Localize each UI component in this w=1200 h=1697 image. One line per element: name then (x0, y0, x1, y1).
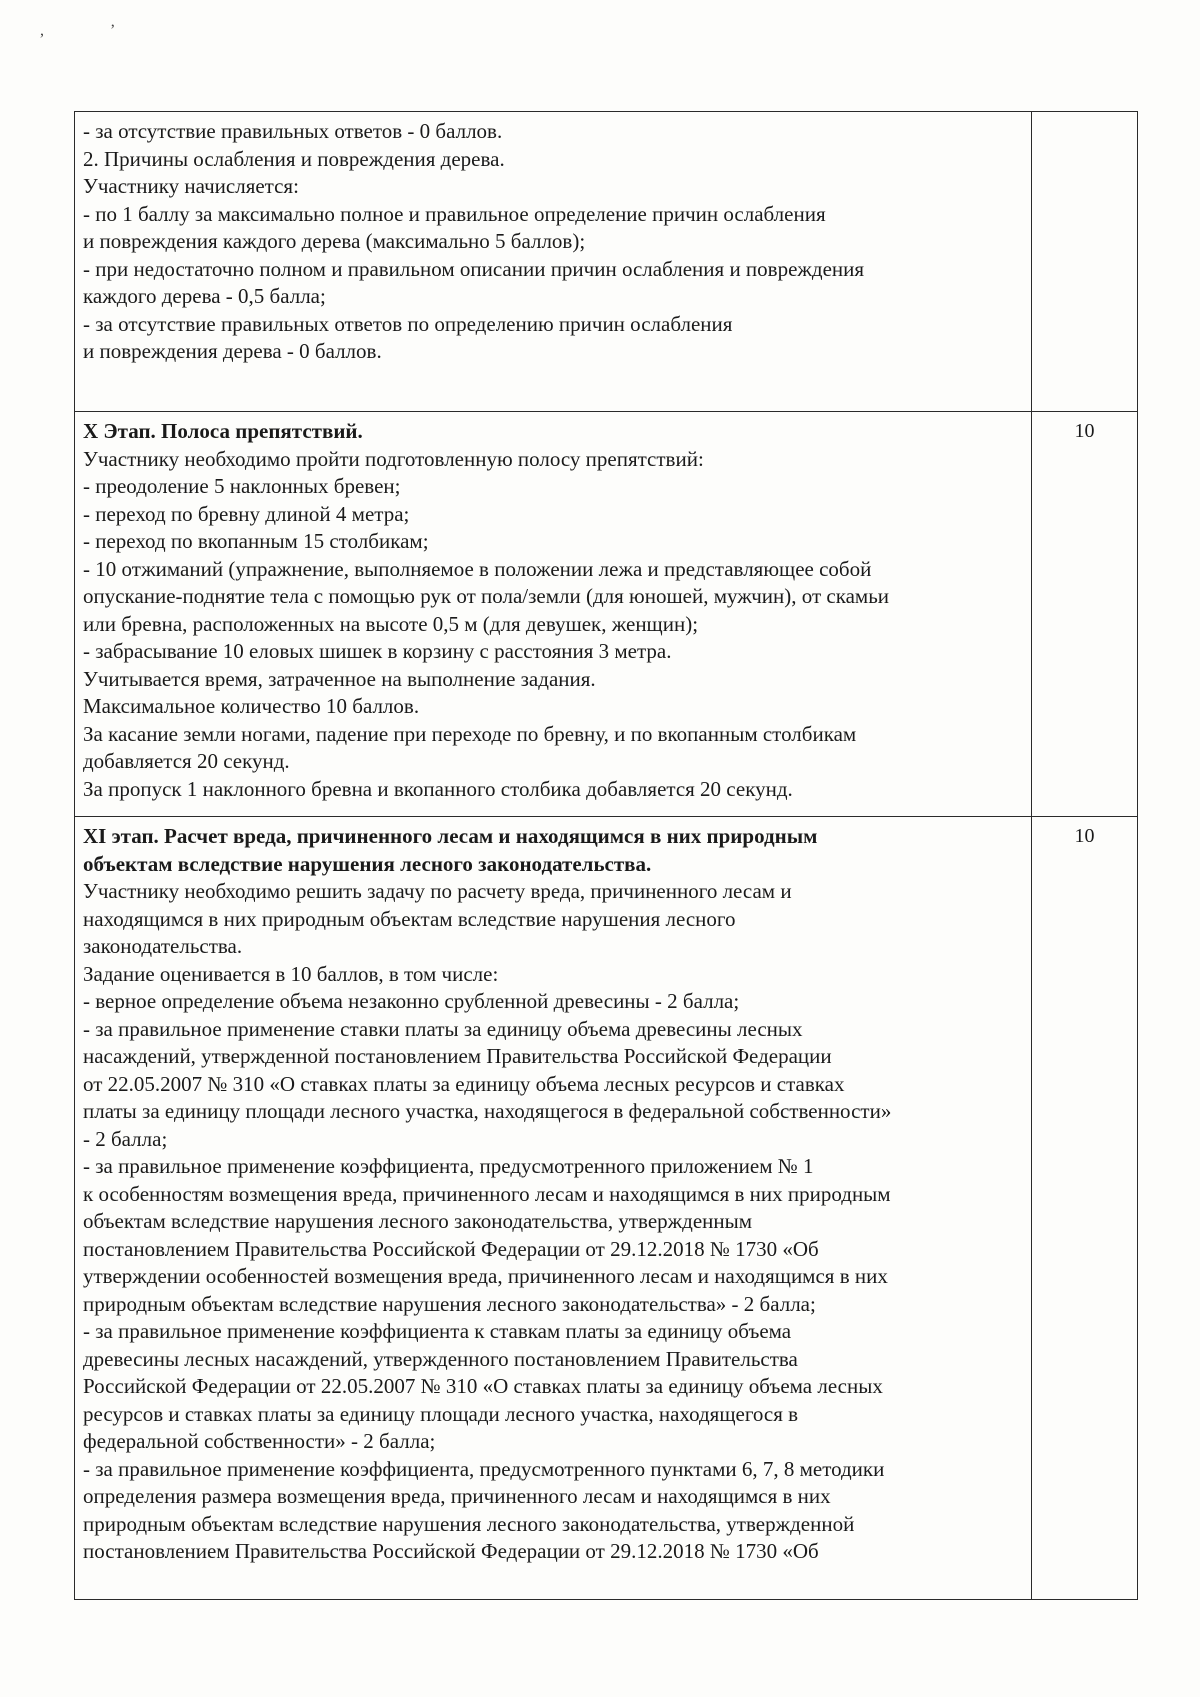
scan-mark: , (40, 22, 44, 39)
criteria-cell (75, 112, 1032, 412)
text-line: Участнику необходимо пройти подготовленную полосу препятствий: (83, 446, 704, 471)
text-line: определения размера возмещения вреда, причиненного лесам и находящимся в них (83, 1484, 831, 1508)
text-line: Учитывается время, затраченное на выполнение задания. (83, 666, 596, 691)
text-line: Максимальное количество 10 баллов. (83, 694, 420, 718)
text-line: Задание оценивается в 10 баллов, в том числе: (83, 961, 499, 986)
criteria-cell (75, 817, 1032, 1600)
text-line: - 10 отжиманий (упражнение, выполняемое в положении лежа и представляющее собой (83, 556, 872, 581)
text-line: - верное определение объема незаконно срубленной древесины - 2 балла; (83, 989, 740, 1013)
text-line: находящимся в них природным объектам вследствие нарушения лесного (83, 906, 736, 931)
text-line: федеральной собственности» - 2 балла; (83, 1429, 436, 1453)
stage-heading: объектам вследствие нарушения лесного законодательства. (83, 851, 652, 876)
text-line: добавляется 20 секунд. (83, 749, 290, 773)
text-line: от 22.05.2007 № 310 «О ставках платы за единицу объема лесных ресурсов и ставках (83, 1071, 845, 1096)
text-line: и повреждения каждого дерева (максимально 5 баллов); (83, 229, 586, 253)
text-line: Участнику необходимо решить задачу по расчету вреда, причиненного лесам и (83, 879, 792, 903)
text-line: - за правильное применение ставки платы за единицу объема древесины лесных (83, 1016, 803, 1041)
score-cell: 10 (1032, 412, 1138, 817)
text-line: древесины лесных насаждений, утвержденного постановлением Правительства (83, 1346, 798, 1371)
text-line: опускание-поднятие тела с помощью рук от пола/земли (для юношей, мужчин), от скамьи (83, 584, 890, 608)
text-line: - переход по вкопанным 15 столбикам; (83, 529, 429, 553)
text-line: каждого дерева - 0,5 балла; (83, 284, 326, 308)
text-line: - за отсутствие правильных ответов по определению причин ослабления (83, 311, 733, 336)
text-line: За пропуск 1 наклонного бревна и вкопанного столбика добавляется 20 секунд. (83, 776, 793, 801)
text-line: постановлением Правительства Российской Федерации от 29.12.2018 № 1730 «Об (83, 1236, 819, 1261)
text-line: - за отсутствие правильных ответов - 0 баллов. (83, 119, 503, 143)
text-line: и повреждения дерева - 0 баллов. (83, 339, 382, 363)
text-line: ресурсов и ставках платы за единицу площади лесного участка, находящегося в (83, 1401, 799, 1426)
text-line: - за правильное применение коэффициента, предусмотренного приложением № 1 (83, 1154, 814, 1178)
text-line: - преодоление 5 наклонных бревен; (83, 474, 401, 498)
text-line: к особенностям возмещения вреда, причиненного лесам и находящимся в них природным (83, 1181, 891, 1206)
text-line: платы за единицу площади лесного участка, находящегося в федеральной собственности» (83, 1099, 892, 1123)
table-row (75, 112, 1138, 412)
text-line: За касание земли ногами, падение при переходе по бревну, и по вкопанным столбикам (83, 721, 857, 746)
stage-heading: X Этап. Полоса препятствий. (83, 419, 363, 443)
table-row (75, 817, 1138, 1600)
text-line: насаждений, утвержденной постановлением Правительства Российской Федерации (83, 1044, 832, 1068)
text-line: объектам вследствие нарушения лесного законодательства, утвержденным (83, 1209, 753, 1233)
text-line: - при недостаточно полном и правильном описании причин ослабления и повреждения (83, 256, 865, 281)
text-line: - 2 балла; (83, 1126, 168, 1151)
score-cell: 10 (1032, 817, 1138, 1600)
text-line: законодательства. (83, 934, 243, 958)
text-line: постановлением Правительства Российской Федерации от 29.12.2018 № 1730 «Об (83, 1539, 819, 1563)
criteria-table (74, 111, 1138, 1600)
text-line: Российской Федерации от 22.05.2007 № 310 «О ставках платы за единицу объема лесных (83, 1374, 883, 1398)
text-line: - по 1 баллу за максимально полное и правильное определение причин ослабления (83, 201, 826, 226)
text-line: - забрасывание 10 еловых шишек в корзину с расстояния 3 метра. (83, 639, 672, 663)
text-line: - за правильное применение коэффициента, предусмотренного пунктами 6, 7, 8 методики (83, 1456, 885, 1481)
stage-heading: XI этап. Расчет вреда, причиненного лесам и находящимся в них природным (83, 824, 818, 848)
criteria-cell (75, 412, 1032, 817)
text-line: 2. Причины ослабления и повреждения дерева. (83, 146, 505, 171)
text-line: природным объектам вследствие нарушения лесного законодательства» - 2 балла; (83, 1291, 816, 1316)
text-line: или бревна, расположенных на высоте 0,5 м (для девушек, женщин); (83, 611, 699, 636)
text-line: Участнику начисляется: (83, 174, 299, 198)
score-cell (1032, 112, 1138, 412)
table-row (75, 412, 1138, 817)
text-line: - за правильное применение коэффициента к ставкам платы за единицу объема (83, 1319, 792, 1343)
text-line: природным объектам вследствие нарушения лесного законодательства, утвержденной (83, 1511, 855, 1536)
text-line: утверждении особенностей возмещения вреда, причиненного лесам и находящимся в них (83, 1264, 888, 1288)
scan-mark: ’ (110, 22, 116, 39)
text-line: - переход по бревну длиной 4 метра; (83, 501, 410, 526)
